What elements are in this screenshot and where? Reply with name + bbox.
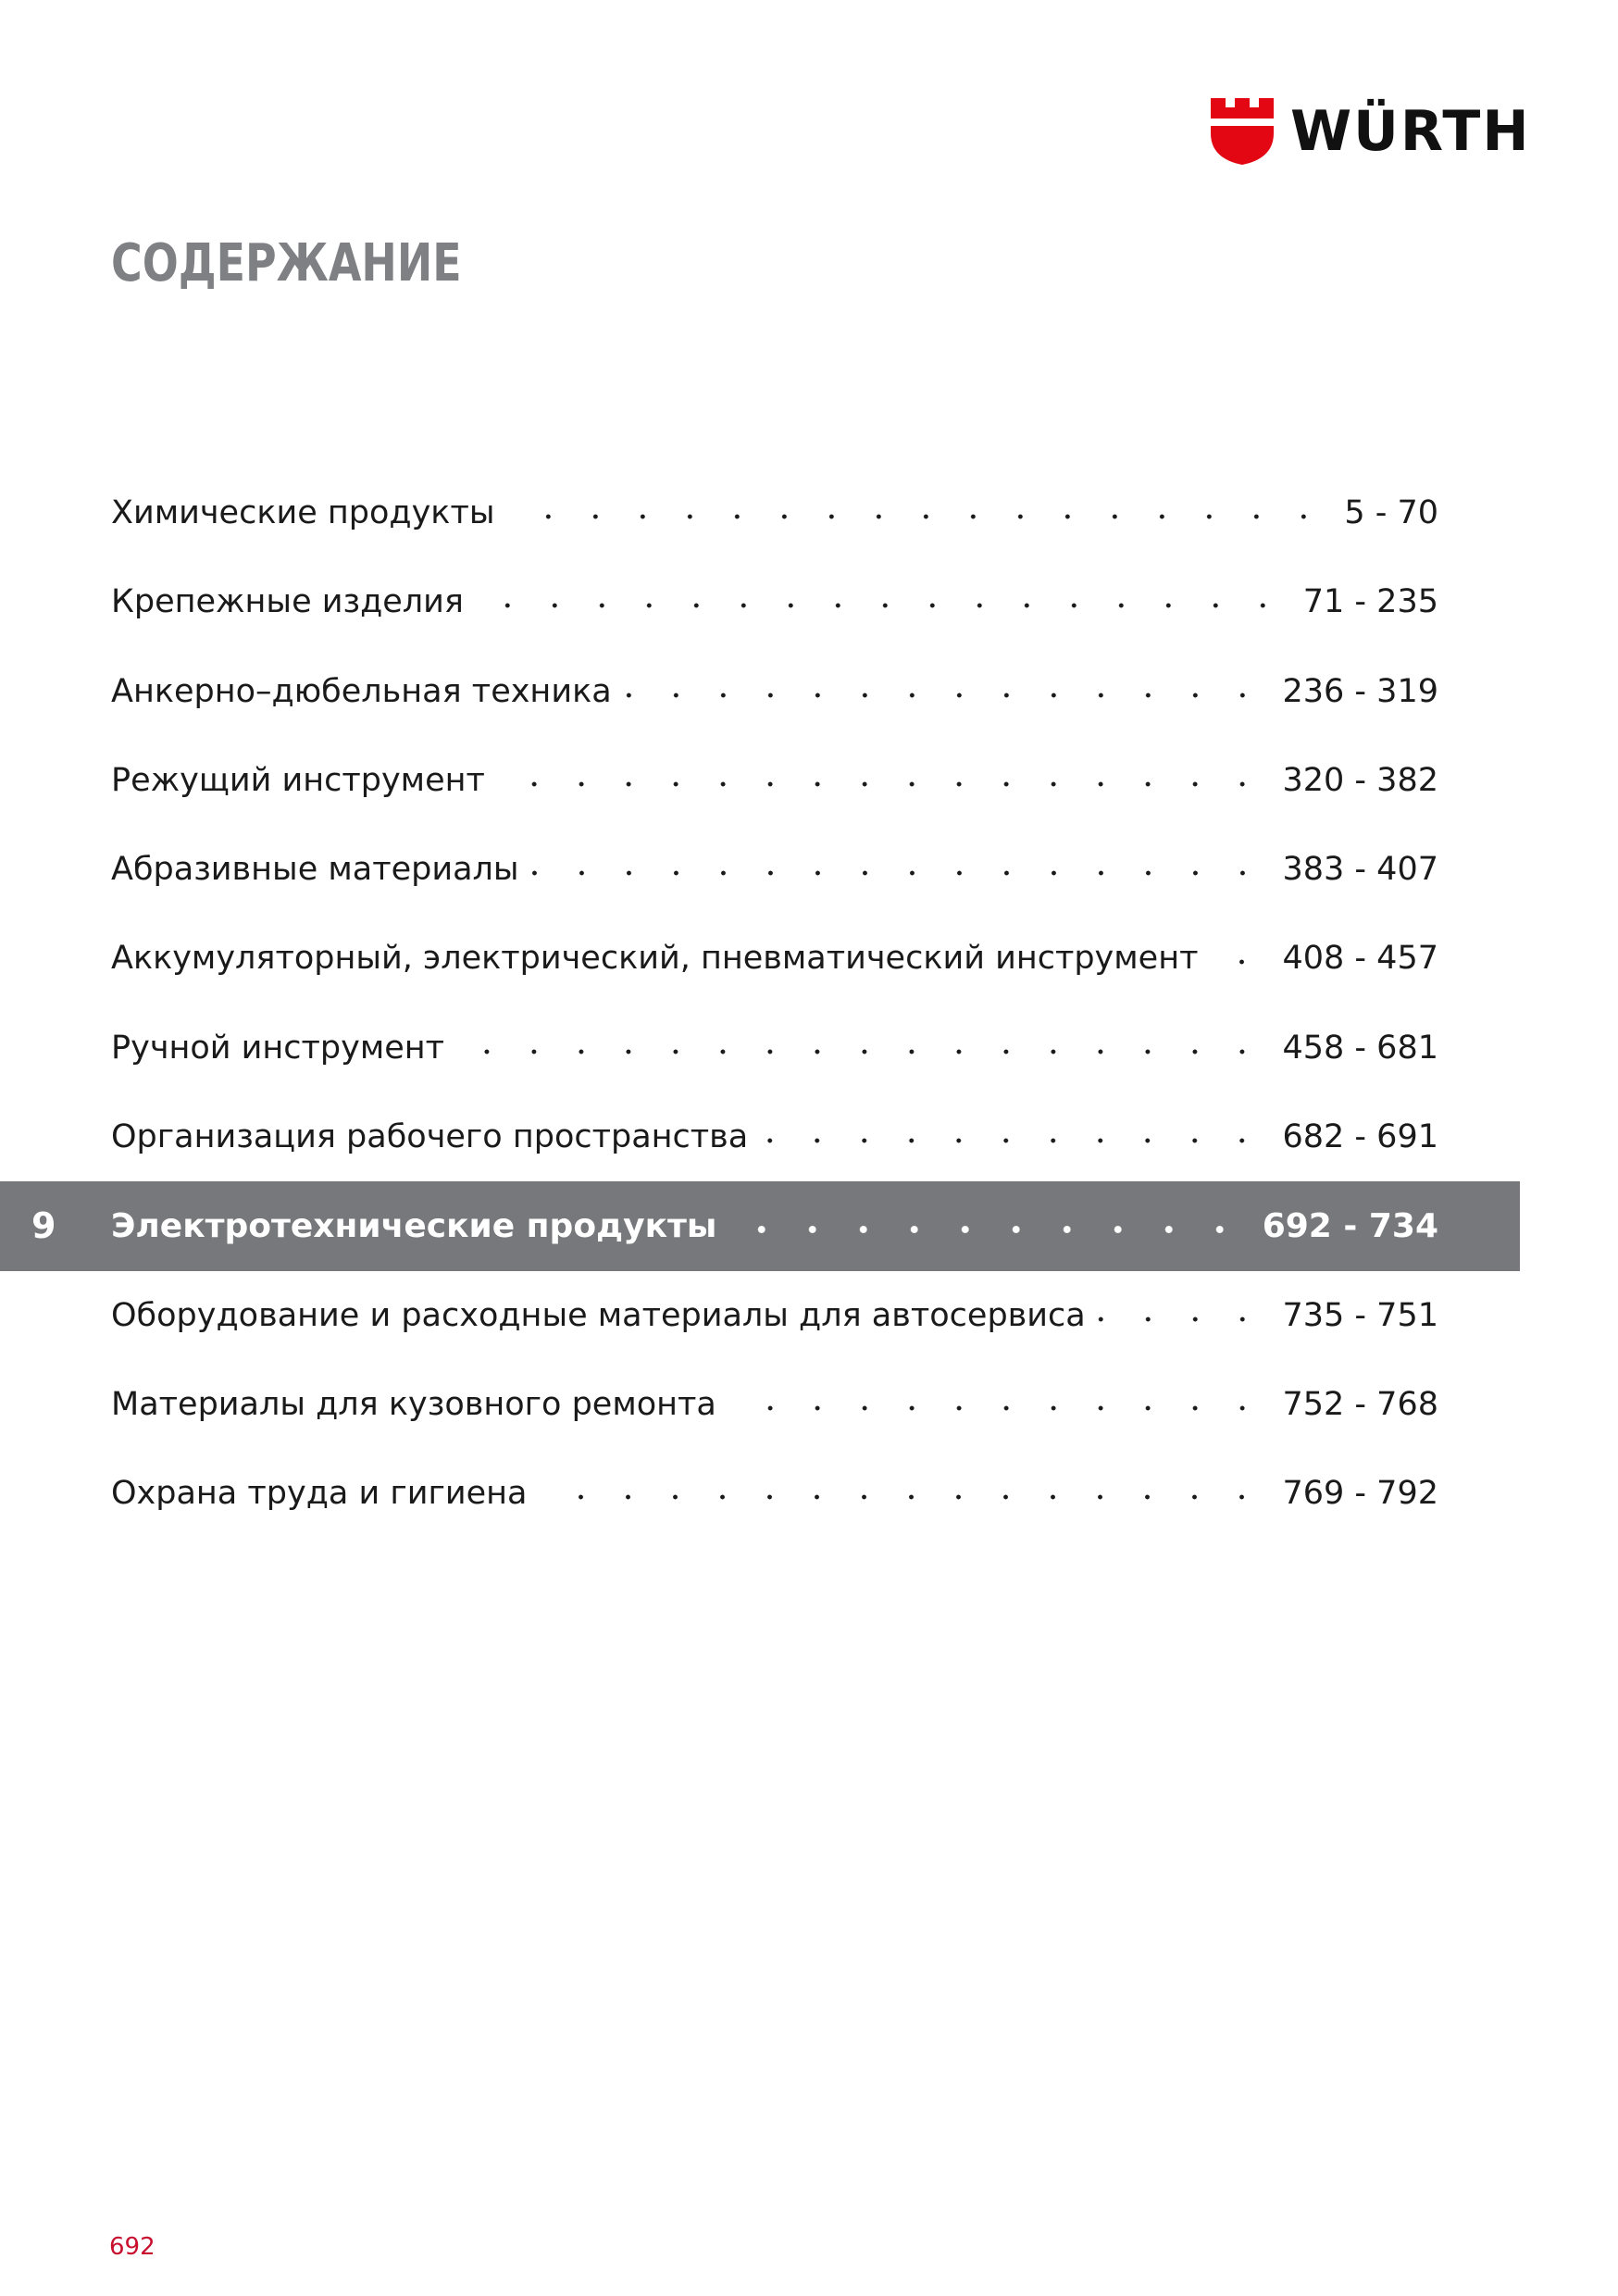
toc-item-pages: 682 - 691 (1282, 1118, 1438, 1156)
toc-item-active[interactable] (0, 1181, 1520, 1270)
dot-leader (621, 692, 1266, 699)
dot-leader (529, 869, 1266, 877)
dot-leader (726, 1404, 1266, 1412)
toc-item[interactable] (0, 1449, 1618, 1538)
toc-item-pages: 735 - 751 (1282, 1296, 1438, 1334)
toc-item-label: Крепежные изделия (111, 583, 464, 621)
page-number: 692 (109, 2233, 156, 2261)
toc-item-label: Электротехнические продукты (111, 1206, 717, 1245)
dot-leader (473, 602, 1287, 609)
toc-item[interactable] (0, 736, 1618, 825)
toc-item-pages: 752 - 768 (1282, 1385, 1438, 1423)
toc-item-pages: 692 - 734 (1262, 1206, 1438, 1245)
toc-item-label: Охрана труда и гигиена (111, 1475, 528, 1513)
toc-item-label: Абразивные материалы (111, 851, 519, 889)
toc-item-label: Режущий инструмент (111, 761, 485, 799)
dot-leader (757, 1137, 1265, 1144)
brand-wordmark: WÜRTH (1290, 99, 1531, 164)
toc-item-label: Аккумуляторный, электрический, пневматический инструмент (111, 940, 1199, 978)
dot-leader (1207, 958, 1265, 966)
dot-leader (454, 1048, 1265, 1055)
toc-item[interactable] (0, 914, 1618, 1003)
toc-item-label: Ручной инструмент (111, 1029, 445, 1067)
toc-item-pages: 5 - 70 (1344, 494, 1438, 531)
table-of-contents (0, 468, 1618, 1539)
toc-item[interactable] (0, 1360, 1618, 1449)
page-title: СОДЕРЖАНИЕ (111, 233, 462, 293)
toc-item-pages: 383 - 407 (1282, 851, 1438, 889)
wurth-castle-logo-icon (1211, 98, 1274, 165)
toc-item[interactable] (0, 1004, 1618, 1092)
toc-item-pages: 320 - 382 (1282, 761, 1438, 799)
toc-item-pages: 458 - 681 (1282, 1029, 1438, 1067)
toc-item-label: Химические продукты (111, 494, 495, 531)
toc-item[interactable] (0, 647, 1618, 736)
toc-item-pages: 408 - 457 (1282, 940, 1438, 978)
brand-logo (1211, 98, 1531, 165)
dot-leader (504, 513, 1327, 520)
toc-item-label: Материалы для кузовного ремонта (111, 1385, 716, 1423)
toc-item-pages: 236 - 319 (1282, 672, 1438, 710)
dot-leader (1095, 1316, 1266, 1323)
toc-item[interactable] (0, 468, 1618, 557)
dot-leader (726, 1225, 1245, 1234)
toc-item-label: Оборудование и расходные материалы для автосервиса (111, 1296, 1086, 1334)
toc-item-pages: 769 - 792 (1282, 1475, 1438, 1513)
toc-item[interactable] (0, 1092, 1618, 1181)
toc-item-label: Организация рабочего пространства (111, 1118, 749, 1156)
toc-item[interactable] (0, 1271, 1618, 1360)
chapter-number: 9 (31, 1205, 56, 1247)
dot-leader (536, 1493, 1265, 1501)
toc-item-pages: 71 - 235 (1302, 583, 1438, 621)
toc-item[interactable] (0, 825, 1618, 914)
toc-item-label: Анкерно–дюбельная техника (111, 672, 612, 710)
dot-leader (494, 780, 1266, 788)
toc-item[interactable] (0, 557, 1618, 646)
